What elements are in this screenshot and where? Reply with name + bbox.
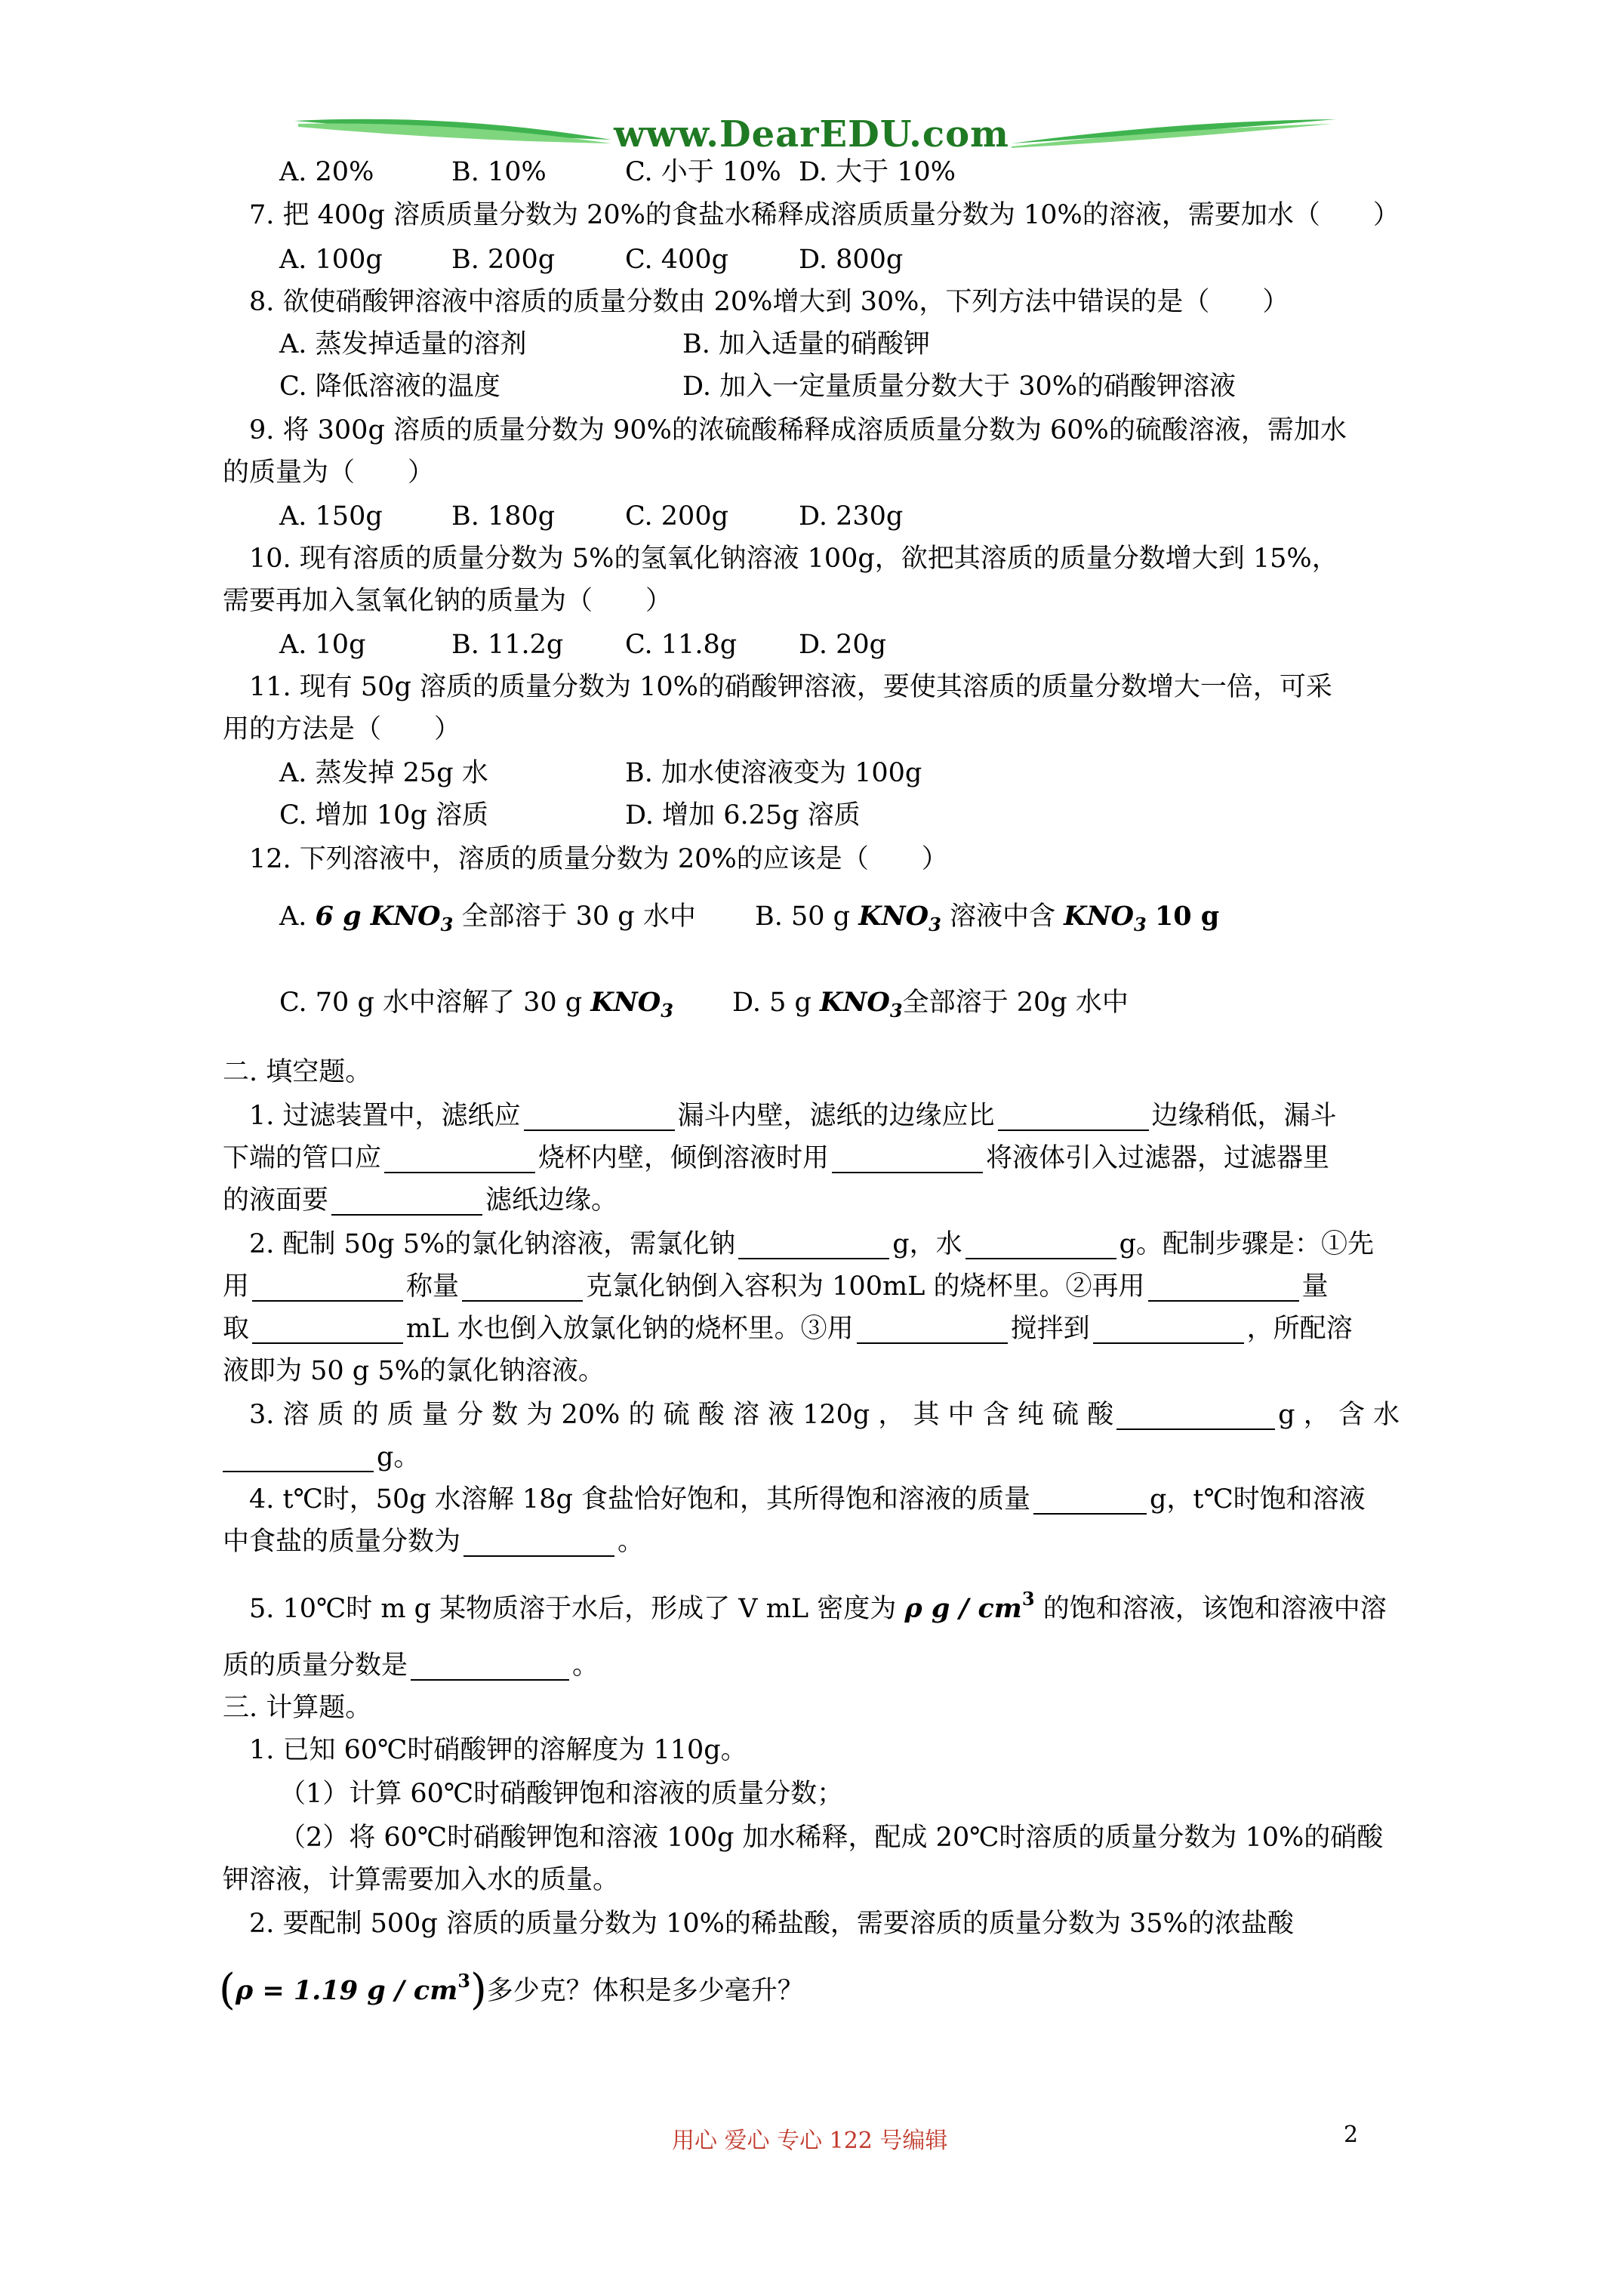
formula: KNO <box>1064 901 1134 932</box>
answer-blank[interactable] <box>1033 1487 1147 1515</box>
option: C. 增加 10g 溶质 <box>279 800 488 831</box>
text: 的液面要 <box>223 1185 329 1216</box>
option: B. 加入适量的硝酸钾 <box>682 329 930 359</box>
option-b <box>755 901 1219 940</box>
answer-blank[interactable] <box>998 1104 1149 1131</box>
text: 中食盐的质量分数为 <box>223 1527 461 1557</box>
text: 4. t℃时，50g 水溶解 18g 食盐恰好饱和，其所得饱和溶液的质量 <box>249 1484 1030 1515</box>
superscript: 3 <box>1021 1588 1035 1610</box>
text: 下端的管口应 <box>223 1143 382 1173</box>
option-label: B. 50 g <box>755 901 851 932</box>
option: D. 加入一定量质量分数大于 30%的硝酸钾溶液 <box>682 371 1236 402</box>
option-text: 全部溶于 20g 水中 <box>902 988 1129 1018</box>
option: B. 10% <box>451 157 547 187</box>
text: 将液体引入过滤器，过滤器里 <box>986 1143 1330 1173</box>
option: A. 100g <box>279 245 383 275</box>
answer-blank[interactable] <box>384 1146 535 1173</box>
text: ，所配溶 <box>1246 1314 1353 1344</box>
option: B. 180g <box>451 501 556 532</box>
question-text: （2）将 60℃时硝酸钾饱和溶液 100g 加水稀释，配成 20℃时溶质的质量分数为 10%的硝酸 <box>279 1823 1384 1853</box>
question-text: 的质量为（ ） <box>223 458 435 488</box>
paren: ( <box>219 1965 236 2014</box>
formula: ρ g / cm <box>904 1593 1022 1624</box>
option-text: 全部溶于 30 g 水中 <box>461 901 696 932</box>
answer-blank[interactable] <box>223 1445 374 1472</box>
question-text <box>249 1229 1374 1259</box>
text: 漏斗内壁，滤纸的边缘应比 <box>677 1101 995 1131</box>
text: g。配制步骤是：①先 <box>1119 1229 1375 1259</box>
question-text <box>223 1442 420 1472</box>
option: C. 小于 10% <box>625 157 781 187</box>
question-text <box>249 1584 1387 1624</box>
option: B. 加水使溶液变为 100g <box>625 758 922 788</box>
text: 3. 溶 质 的 质 量 分 数 为 20% 的 硫 酸 溶 液 120g ， 其 中 含 纯 硫 酸 <box>249 1400 1114 1430</box>
answer-blank[interactable] <box>252 1317 403 1344</box>
question-text: 用的方法是（ ） <box>223 714 461 744</box>
text: 克氯化钠倒入容积为 100mL 的烧杯里。②再用 <box>586 1271 1145 1302</box>
option: B. 11.2g <box>451 630 564 660</box>
subscript: 3 <box>929 914 941 935</box>
text: g。 <box>377 1442 420 1472</box>
question-text: 7. 把 400g 溶质质量分数为 20%的食盐水稀释成溶质质量分数为 10%的溶液，需要加水（ ） <box>249 200 1400 230</box>
option: D. 800g <box>799 245 904 275</box>
formula: ρ = 1.19 g / cm <box>235 1975 458 2006</box>
page-number: 2 <box>1344 2122 1359 2148</box>
question-text <box>223 1527 644 1557</box>
question-text <box>249 1400 1400 1430</box>
subscript: 3 <box>440 914 454 935</box>
option: C. 200g <box>625 501 728 532</box>
option: D. 20g <box>799 630 887 660</box>
answer-blank[interactable] <box>1148 1274 1299 1302</box>
subscript: 3 <box>661 1000 673 1022</box>
option: C. 11.8g <box>625 630 738 660</box>
text: g，t℃时饱和溶液 <box>1150 1484 1366 1515</box>
question-text <box>223 1143 1329 1173</box>
option: C. 降低溶液的温度 <box>279 371 500 402</box>
text: 质的质量分数是 <box>223 1650 408 1681</box>
option: A. 蒸发掉适量的溶剂 <box>279 329 527 359</box>
option: A. 蒸发掉 25g 水 <box>279 758 488 788</box>
text: mL 水也倒入放氯化钠的烧杯里。③用 <box>406 1314 854 1344</box>
question-text: 需要再加入氢氧化钠的质量为（ ） <box>223 586 673 616</box>
section-title: 二. 填空题。 <box>223 1057 372 1087</box>
answer-blank[interactable] <box>331 1188 482 1216</box>
text: 2. 配制 50g 5%的氯化钠溶液，需氯化钠 <box>249 1229 736 1259</box>
paren: ) <box>470 1965 487 2014</box>
option-text: C. 70 g 水中溶解了 30 g <box>279 988 583 1018</box>
text: 取 <box>223 1314 250 1344</box>
text: 边缘稍低，漏斗 <box>1151 1101 1337 1131</box>
answer-blank[interactable] <box>411 1653 569 1681</box>
text: 滤纸边缘。 <box>485 1185 618 1216</box>
text: 搅拌到 <box>1010 1314 1090 1344</box>
answer-blank[interactable] <box>738 1232 889 1259</box>
text: g，水 <box>892 1229 962 1259</box>
text: g ， 含 水 <box>1278 1400 1400 1430</box>
question-text: 10. 现有溶质的质量分数为 5%的氢氧化钠溶液 100g，欲把其溶质的质量分数增大到 15%， <box>249 544 1338 574</box>
answer-blank[interactable] <box>857 1317 1008 1344</box>
section-title: 三. 计算题。 <box>223 1693 372 1723</box>
option-c <box>279 988 673 1026</box>
subscript: 3 <box>889 1000 903 1022</box>
text: 烧杯内壁，倾倒溶液时用 <box>538 1143 830 1173</box>
text: 称量 <box>406 1271 460 1302</box>
text: 多少克？体积是多少毫升？ <box>486 1976 804 2006</box>
footer-credit: 用心 爱心 专心 122 号编辑 <box>672 2128 948 2154</box>
question-text: 液即为 50 g 5%的氯化钠溶液。 <box>223 1356 605 1386</box>
text: 。 <box>572 1650 599 1681</box>
question-text: 钾溶液，计算需要加入水的质量。 <box>223 1865 620 1895</box>
formula: 6 g KNO <box>315 901 441 932</box>
question-text: 9. 将 300g 溶质的质量分数为 90%的浓硫酸稀释成溶质质量分数为 60%的硫酸溶液，需加水 <box>249 415 1347 445</box>
option-label: A. <box>279 901 307 932</box>
answer-blank[interactable] <box>462 1274 583 1302</box>
question-text: 2. 要配制 500g 溶质的质量分数为 10%的稀盐酸，需要溶质的质量分数为 35%的浓盐酸 <box>249 1909 1294 1939</box>
question-text: （1）计算 60℃时硝酸钾饱和溶液的质量分数； <box>279 1779 844 1809</box>
answer-blank[interactable] <box>524 1104 675 1131</box>
text: 用 <box>223 1271 250 1302</box>
option-text: 溶液中含 <box>949 901 1055 932</box>
option: D. 增加 6.25g 溶质 <box>625 800 861 831</box>
option: B. 200g <box>451 245 556 275</box>
question-text <box>219 1965 804 2014</box>
answer-blank[interactable] <box>832 1146 983 1173</box>
formula: KNO <box>590 987 661 1018</box>
question-text: 11. 现有 50g 溶质的质量分数为 10%的硝酸钾溶液，要使其溶质的质量分数增大一倍，可采 <box>249 672 1332 702</box>
option: A. 150g <box>279 501 383 532</box>
option-d <box>732 988 1129 1026</box>
option: A. 10g <box>279 630 366 660</box>
text: 。 <box>617 1527 645 1557</box>
option: C. 400g <box>625 245 728 275</box>
question-text: 1. 已知 60℃时硝酸钾的溶解度为 110g。 <box>249 1735 747 1765</box>
option: D. 230g <box>799 501 904 532</box>
option-a <box>279 901 696 940</box>
question-text <box>223 1271 1329 1302</box>
question-text: 12. 下列溶液中，溶质的质量分数为 20%的应该是（ ） <box>249 844 948 874</box>
question-text <box>249 1484 1366 1515</box>
superscript: 3 <box>457 1970 470 1992</box>
question-text: 8. 欲使硝酸钾溶液中溶质的质量分数由 20%增大到 30%，下列方法中错误的是（ ） <box>249 287 1289 317</box>
question-text <box>223 1650 599 1681</box>
answer-blank[interactable] <box>252 1274 403 1302</box>
text: 的饱和溶液，该饱和溶液中溶 <box>1042 1594 1387 1624</box>
text: 量 <box>1301 1271 1329 1302</box>
formula: KNO <box>858 901 929 932</box>
text: 5. 10℃时 m g 某物质溶于水后，形成了 V mL 密度为 <box>249 1594 897 1624</box>
answer-blank[interactable] <box>1093 1317 1244 1344</box>
question-text <box>249 1101 1337 1131</box>
answer-blank[interactable] <box>463 1530 614 1557</box>
text: 1. 过滤装置中，滤纸应 <box>249 1101 521 1131</box>
subscript: 3 <box>1134 914 1147 935</box>
option: D. 大于 10% <box>799 157 956 187</box>
answer-blank[interactable] <box>965 1232 1116 1259</box>
question-text <box>223 1314 1353 1344</box>
answer-blank[interactable] <box>1116 1403 1275 1430</box>
option-text: 10 g <box>1154 901 1220 932</box>
site-logo-text: www.DearEDU.com <box>614 113 1009 156</box>
option: A. 20% <box>279 157 374 187</box>
question-text <box>223 1185 617 1216</box>
formula: KNO <box>820 987 890 1018</box>
option-label: D. 5 g <box>732 988 812 1018</box>
